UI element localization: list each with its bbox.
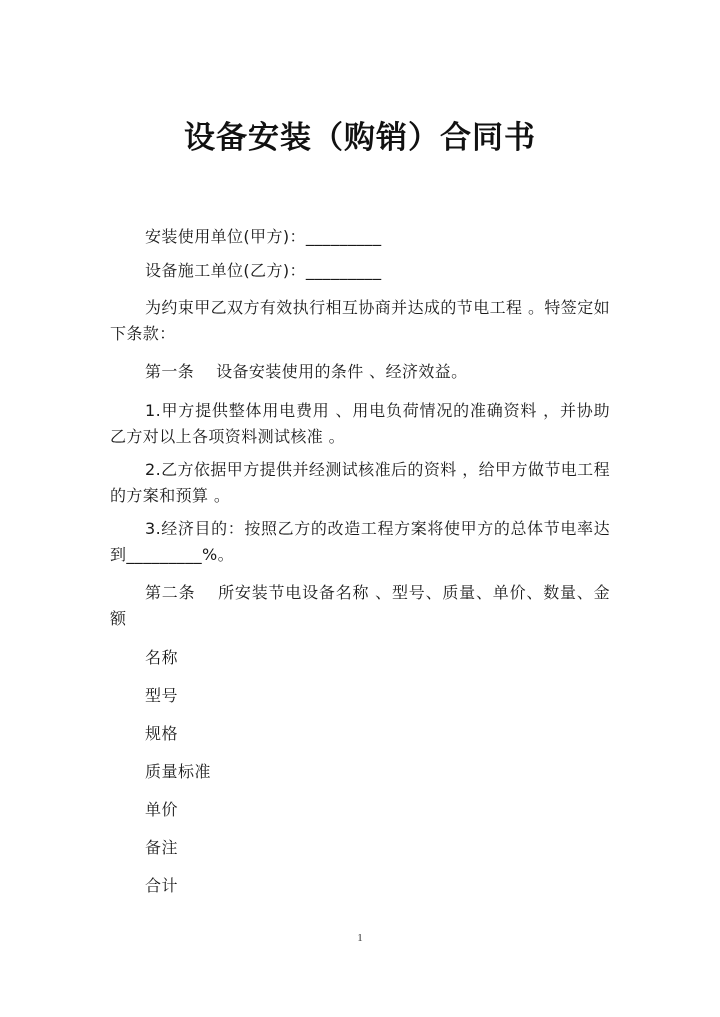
item-quality-standard: 质量标准: [145, 762, 212, 781]
item-remarks: 备注: [145, 838, 179, 857]
article-2-heading: 第二条 所安装节电设备名称 、型号、质量、单价、数量、金额: [110, 583, 610, 628]
intro-paragraph: 为约束甲乙双方有效执行相互协商并达成的节电工程 。特签定如下条款：: [110, 298, 610, 343]
document-title: 设备安装（购销）合同书: [184, 120, 536, 156]
item-total: 合计: [145, 876, 179, 895]
item-model: 型号: [145, 686, 179, 705]
article-1-clause-2: 2.乙方依据甲方提供并经测试核准后的资料 ，给甲方做节电工程的方案和预算 。: [110, 460, 610, 505]
party-b-line: 设备施工单位(乙方)：_________: [145, 261, 382, 280]
article-1-heading: 第一条 设备安装使用的条件 、经济效益。: [145, 362, 468, 381]
article-1-clause-1: 1.甲方提供整体用电费用 、用电负荷情况的准确资料 ，并协助乙方对以上各项资料测试核准 。: [110, 401, 610, 446]
page-number: 1: [357, 932, 363, 944]
party-a-line: 安装使用单位(甲方)：_________: [145, 227, 382, 246]
item-spec: 规格: [145, 724, 179, 743]
item-name: 名称: [145, 648, 179, 667]
item-unit-price: 单价: [145, 800, 179, 819]
article-1-clause-3: 3.经济目的：按照乙方的改造工程方案将使甲方的总体节电率达到_________%。: [110, 519, 610, 564]
